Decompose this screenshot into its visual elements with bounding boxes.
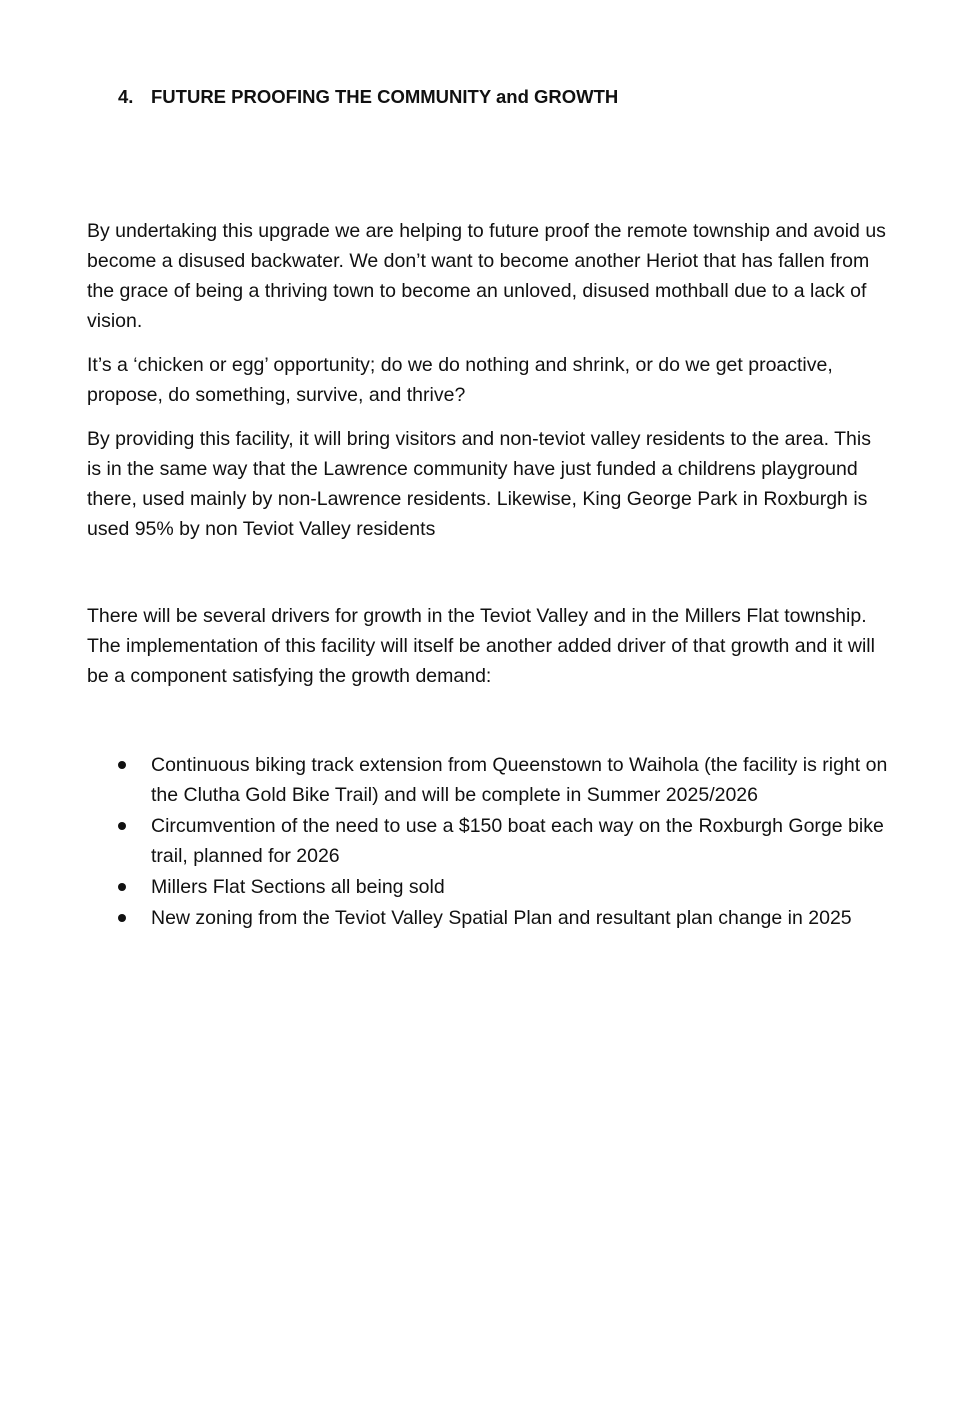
- list-item: [87, 903, 897, 933]
- section-heading: [118, 86, 878, 108]
- paragraph-future-proof: By undertaking this upgrade we are helping to future proof the remote township and avoid us become a disused backwater. We don’t want to become another Heriot that has fallen from the grace of being a thriving town to become an unloved, disused mothball due to a lack of vision.: [87, 220, 886, 332]
- paragraph-chicken-or-egg: It’s a ‘chicken or egg’ opportunity; do we do nothing and shrink, or do we get proactive, propose, do something, survive, and thrive?: [87, 354, 833, 406]
- bullet-icon: [118, 883, 126, 891]
- list-item-text: Circumvention of the need to use a $150 boat each way on the Roxburgh Gorge bike trail, planned for 2026: [151, 815, 884, 867]
- section-number: 4.: [118, 86, 134, 107]
- paragraph-growth-drivers: There will be several drivers for growth in the Teviot Valley and in the Millers Flat township. The implementation of this facility will itself be another added driver of that growth and it will be a component satisfying the growth demand:: [87, 605, 875, 687]
- bullet-icon: [118, 914, 126, 922]
- list-item-text: Continuous biking track extension from Queenstown to Waihola (the facility is right on the Clutha Gold Bike Trail) and will be complete in Summer 2025/2026: [151, 754, 888, 806]
- bullet-icon: [118, 761, 126, 769]
- bullet-icon: [118, 822, 126, 830]
- section-title: FUTURE PROOFING THE COMMUNITY and GROWTH: [151, 86, 619, 107]
- list-item: [87, 811, 897, 871]
- list-item: [87, 750, 897, 810]
- list-item-text: Millers Flat Sections all being sold: [151, 876, 445, 898]
- list-item-text: New zoning from the Teviot Valley Spatial Plan and resultant plan change in 2025: [151, 907, 852, 929]
- list-item: [87, 872, 897, 902]
- growth-drivers-list: [87, 750, 897, 934]
- paragraph-visitors: By providing this facility, it will bring visitors and non-teviot valley residents to the area. This is in the same way that the Lawrence community have just funded a childrens playground there, used mainly by non-Lawrence residents. Likewise, King George Park in Roxburgh is used 95% by non Teviot Valley residents: [87, 428, 871, 540]
